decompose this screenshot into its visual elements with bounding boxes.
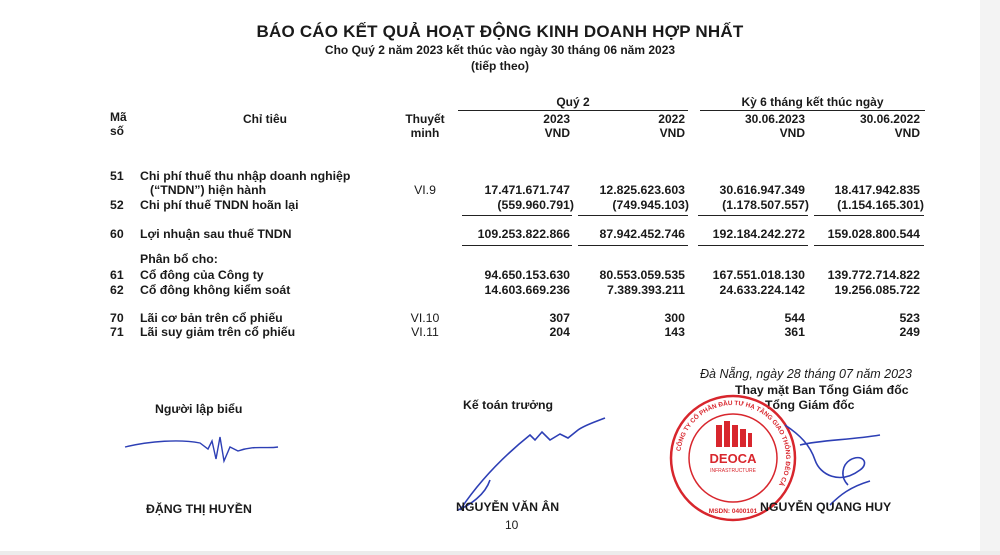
row-60-code: 60 [110,227,124,241]
header-note-line2: minh [410,126,440,140]
header-col4-unit: VND [894,126,920,140]
allocation-label: Phân bổ cho: [140,252,218,266]
row-51-v3: 30.616.947.349 [719,183,805,197]
row-51-v1: 17.471.671.747 [484,183,570,197]
header-col3-unit: VND [779,126,805,140]
header-item: Chỉ tiêu [243,112,287,126]
row-51-code: 51 [110,169,124,183]
row-62-v2: 7.389.393.211 [607,283,685,297]
subtotal-rule-2 [578,215,688,216]
header-col3-date: 30.06.2023 [744,112,805,126]
row-52-v1: (559.960.791) [497,198,574,212]
row-52-v4: (1.154.165.301) [837,198,924,212]
header-col2-year: 2022 [658,112,685,126]
row-62-v4: 19.256.085.722 [834,283,920,297]
header-col1-year: 2023 [543,112,570,126]
preparer-signature [120,425,280,475]
row-70-note: VI.10 [410,311,440,325]
header-code-line2: số [110,124,125,138]
accountant-title: Kế toán trưởng [463,398,554,412]
report-continued: (tiếp theo) [471,59,529,73]
header-group-6m: Kỳ 6 tháng kết thúc ngày [741,95,884,109]
row-51-v4: 18.417.942.835 [834,183,920,197]
row-62-v1: 14.603.669.236 [484,283,570,297]
row-70-v4: 523 [899,311,920,325]
total-rule-3 [698,245,808,246]
stamp-msdn: MSDN: 0400101 [708,508,758,515]
subtotal-rule-4 [814,215,924,216]
row-62-v3: 24.633.224.142 [719,283,805,297]
row-61-v4: 139.772.714.822 [827,268,920,282]
report-subtitle: Cho Quý 2 năm 2023 kết thúc vào ngày 30 tháng 06 năm 2023 [324,43,676,57]
header-group-q2-rule [458,110,688,111]
row-70-code: 70 [110,311,124,325]
viewer-margin-right [980,0,1000,555]
row-70-v2: 300 [664,311,685,325]
row-51-v2: 12.825.623.603 [599,183,685,197]
preparer-name: ĐẶNG THỊ HUYỀN [146,502,252,516]
row-61-item: Cổ đông của Công ty [140,268,264,282]
stamp-brand: DEOCA [709,451,757,466]
row-71-item: Lãi suy giảm trên cổ phiếu [140,325,296,339]
report-title: BÁO CÁO KẾT QUẢ HOẠT ĐỘNG KINH DOANH HỢP NHẤT [256,22,744,41]
total-rule-1 [462,245,572,246]
row-71-v2: 143 [664,325,685,339]
row-60-v2: 87.942.452.746 [599,227,685,241]
row-51-note: VI.9 [414,183,436,197]
row-61-code: 61 [110,268,124,282]
row-52-item: Chi phí thuế TNDN hoãn lại [140,198,299,212]
row-52-v2: (749.945.103) [612,198,689,212]
row-71-v4: 249 [899,325,920,339]
total-rule-2 [578,245,688,246]
row-51-item-line2: (“TNDN”) hiện hành [150,183,267,197]
row-61-v2: 80.553.059.535 [599,268,685,282]
header-group-q2: Quý 2 [556,95,590,109]
row-62-item: Cổ đông không kiểm soát [140,283,291,297]
header-code-line1: Mã [110,110,127,124]
header-group-6m-rule [700,110,925,111]
row-71-v1: 204 [549,325,570,339]
row-61-v1: 94.650.153.630 [484,268,570,282]
row-60-item: Lợi nhuận sau thuế TNDN [140,227,292,241]
subtotal-rule-3 [698,215,808,216]
page-number: 10 [505,518,519,532]
row-71-v3: 361 [784,325,805,339]
row-52-v3: (1.178.507.557) [722,198,809,212]
row-60-v3: 192.184.242.272 [712,227,805,241]
preparer-title: Người lập biểu [155,402,243,416]
ceo-title: Tổng Giám đốc [765,398,855,412]
viewer-margin-bottom [0,551,1000,555]
total-rule-4 [814,245,924,246]
row-62-code: 62 [110,283,124,297]
row-71-code: 71 [110,325,124,339]
on-behalf-label: Thay mặt Ban Tổng Giám đốc [735,383,909,397]
row-70-v3: 544 [784,311,805,325]
row-52-code: 52 [110,198,124,212]
place-date: Đà Nẵng, ngày 28 tháng 07 năm 2023 [700,367,912,381]
header-col1-unit: VND [544,126,570,140]
accountant-name: NGUYỄN VĂN ÂN [456,500,560,514]
ceo-name: NGUYỄN QUANG HUY [760,500,892,514]
stamp-brand-sub: INFRASTRUCTURE [710,468,756,474]
row-70-v1: 307 [549,311,570,325]
row-60-v4: 159.028.800.544 [827,227,920,241]
stamp-ring-text: CÔNG TY CỔ PHẦN ĐẦU TƯ HẠ TẦNG GIAO THÔNG ĐÈO CẢ [675,399,792,488]
header-col4-date: 30.06.2022 [859,112,920,126]
header-col2-unit: VND [659,126,685,140]
subtotal-rule-1 [462,215,572,216]
header-note-line1: Thuyết [405,112,445,126]
row-70-item: Lãi cơ bản trên cổ phiếu [140,311,283,325]
row-71-note: VI.11 [411,325,439,339]
row-60-v1: 109.253.822.866 [477,227,570,241]
row-61-v3: 167.551.018.130 [712,268,805,282]
row-51-item-line1: Chi phí thuế thu nhập doanh nghiệp [140,169,351,183]
